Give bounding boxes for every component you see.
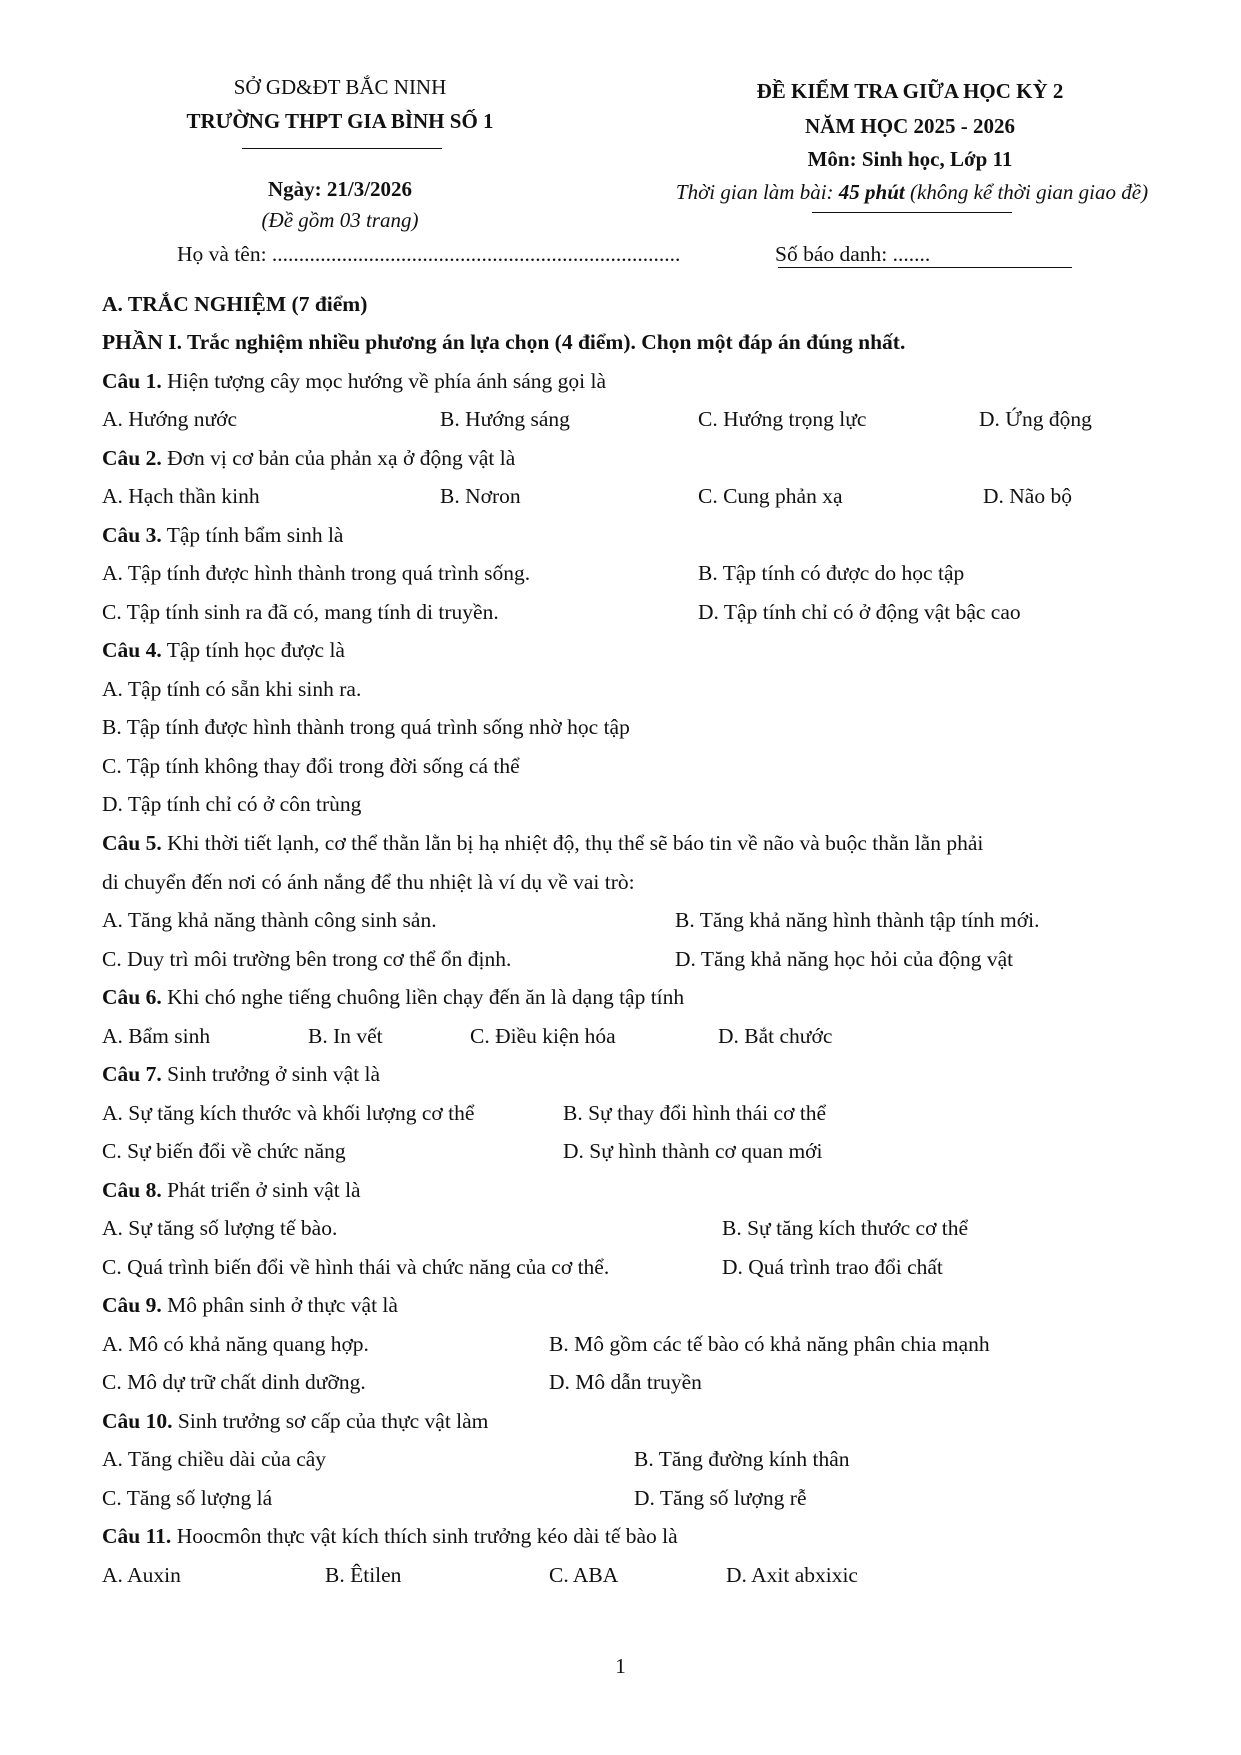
q5-option-b: B. Tăng khả năng hình thành tập tính mới. — [675, 908, 1040, 932]
question-10 — [102, 1407, 488, 1435]
question-text: Phát triển ở sinh vật là — [161, 1178, 361, 1202]
student-id-underline — [778, 267, 1072, 268]
time-prefix: Thời gian làm bài: — [675, 180, 839, 204]
question-label: Câu 4. — [102, 638, 162, 662]
q11-option-a: A. Auxin — [102, 1563, 181, 1587]
question-text: Sinh trưởng ở sinh vật là — [161, 1062, 381, 1086]
q5-option-c: C. Duy trì môi trường bên trong cơ thể ổn định. — [102, 947, 512, 971]
department-name: SỞ GD&ĐT BẮC NINH — [233, 75, 447, 99]
q2-option-c: C. Cung phản xạ — [698, 484, 843, 508]
q2-option-d: D. Não bộ — [983, 484, 1072, 508]
question-5 — [102, 829, 983, 857]
question-label: Câu 5. — [102, 831, 162, 855]
q6-option-b: B. In vết — [308, 1024, 383, 1048]
question-9 — [102, 1291, 398, 1319]
question-label: Câu 11. — [102, 1524, 172, 1548]
question-6 — [102, 983, 684, 1011]
question-label: Câu 3. — [102, 523, 162, 547]
school-year: NĂM HỌC 2025 - 2026 — [805, 114, 1015, 138]
q1-option-d: D. Ứng động — [979, 407, 1092, 431]
question-2 — [102, 444, 515, 472]
q11-option-b: B. Êtilen — [325, 1563, 402, 1587]
q11-option-d: D. Axit abxixic — [726, 1563, 858, 1587]
q7-option-a: A. Sự tăng kích thước và khối lượng cơ thể — [102, 1101, 475, 1125]
q2-option-b: B. Nơron — [440, 484, 521, 508]
question-text: Mô phân sinh ở thực vật là — [161, 1293, 398, 1317]
question-text: Khi thời tiết lạnh, cơ thể thằn lằn bị hạ nhiệt độ, thụ thể sẽ báo tin về não và buộc thằn lằn phải — [161, 831, 984, 855]
q10-option-c: C. Tăng số lượng lá — [102, 1486, 273, 1510]
q6-option-d: D. Bắt chước — [718, 1024, 833, 1048]
question-text: Đơn vị cơ bản của phản xạ ở động vật là — [161, 446, 516, 470]
question-1 — [102, 367, 606, 395]
question-label: Câu 7. — [102, 1062, 162, 1086]
question-8 — [102, 1176, 361, 1204]
q6-option-c: C. Điều kiện hóa — [470, 1024, 616, 1048]
q4-option-c: C. Tập tính không thay đổi trong đời sống cá thể — [102, 754, 520, 778]
question-3 — [102, 521, 343, 549]
q9-option-a: A. Mô có khả năng quang hợp. — [102, 1332, 369, 1356]
q7-option-d: D. Sự hình thành cơ quan mới — [563, 1139, 823, 1163]
q8-option-b: B. Sự tăng kích thước cơ thể — [722, 1216, 969, 1240]
question-label: Câu 10. — [102, 1409, 173, 1433]
question-text: Khi chó nghe tiếng chuông liền chạy đến ăn là dạng tập tính — [161, 985, 685, 1009]
header-divider-left — [242, 148, 442, 149]
question-4 — [102, 636, 345, 664]
q8-option-c: C. Quá trình biến đổi về hình thái và chức năng của cơ thể. — [102, 1255, 610, 1279]
q9-option-d: D. Mô dẫn truyền — [549, 1370, 702, 1394]
q5-option-d: D. Tăng khả năng học hỏi của động vật — [675, 947, 1014, 971]
page-count-note: (Đề gồm 03 trang) — [261, 208, 419, 232]
q2-option-a: A. Hạch thần kinh — [102, 484, 260, 508]
part-1-heading: PHẦN I. Trắc nghiệm nhiều phương án lựa chọn (4 điểm). Chọn một đáp án đúng nhất. — [102, 330, 906, 354]
student-name-field: Họ và tên: ............................................................................ — [177, 242, 681, 266]
question-label: Câu 8. — [102, 1178, 162, 1202]
section-a-heading: A. TRẮC NGHIỆM (7 điểm) — [102, 292, 368, 316]
student-id-field: Số báo danh: ....... — [775, 242, 931, 266]
question-text: Tập tính bẩm sinh là — [161, 523, 344, 547]
q3-option-a: A. Tập tính được hình thành trong quá trình sống. — [102, 561, 531, 585]
question-label: Câu 2. — [102, 446, 162, 470]
q3-option-b: B. Tập tính có được do học tập — [698, 561, 965, 585]
q8-option-d: D. Quá trình trao đổi chất — [722, 1255, 943, 1279]
question-11 — [102, 1522, 678, 1550]
q4-option-b: B. Tập tính được hình thành trong quá trình sống nhờ học tập — [102, 715, 630, 739]
q7-option-c: C. Sự biến đổi về chức năng — [102, 1139, 346, 1163]
q1-option-c: C. Hướng trọng lực — [698, 407, 867, 431]
subject-line: Môn: Sinh học, Lớp 11 — [807, 147, 1013, 171]
q1-option-b: B. Hướng sáng — [440, 407, 570, 431]
q1-option-a: A. Hướng nước — [102, 407, 238, 431]
time-value: 45 phút — [838, 180, 905, 204]
q6-option-a: A. Bẩm sinh — [102, 1024, 211, 1048]
q8-option-a: A. Sự tăng số lượng tế bào. — [102, 1216, 338, 1240]
q3-option-d: D. Tập tính chỉ có ở động vật bậc cao — [698, 600, 1021, 624]
school-name: TRƯỜNG THPT GIA BÌNH SỐ 1 — [186, 109, 494, 133]
exam-title: ĐỀ KIỂM TRA GIỮA HỌC KỲ 2 — [756, 79, 1064, 103]
q3-option-c: C. Tập tính sinh ra đã có, mang tính di truyền. — [102, 600, 499, 624]
q10-option-a: A. Tăng chiều dài của cây — [102, 1447, 327, 1471]
q7-option-b: B. Sự thay đổi hình thái cơ thể — [563, 1101, 827, 1125]
question-text: Sinh trưởng sơ cấp của thực vật làm — [172, 1409, 489, 1433]
q9-option-c: C. Mô dự trữ chất dinh dưỡng. — [102, 1370, 366, 1394]
q10-option-b: B. Tăng đường kính thân — [634, 1447, 850, 1471]
question-label: Câu 9. — [102, 1293, 162, 1317]
time-suffix: (không kể thời gian giao đề) — [904, 180, 1149, 204]
q11-option-c: C. ABA — [549, 1563, 619, 1587]
question-5-continued: di chuyển đến nơi có ánh nắng để thu nhiệt là ví dụ về vai trò: — [102, 870, 635, 894]
header-divider-right — [812, 212, 1012, 213]
q4-option-a: A. Tập tính có sẵn khi sinh ra. — [102, 677, 362, 701]
exam-date: Ngày: 21/3/2026 — [267, 177, 413, 201]
q5-option-a: A. Tăng khả năng thành công sinh sản. — [102, 908, 437, 932]
page-number: 1 — [615, 1654, 626, 1678]
q10-option-d: D. Tăng số lượng rễ — [634, 1486, 807, 1510]
q9-option-b: B. Mô gồm các tế bào có khả năng phân chia mạnh — [549, 1332, 990, 1356]
question-label: Câu 6. — [102, 985, 162, 1009]
question-text: Tập tính học được là — [161, 638, 345, 662]
question-text: Hiện tượng cây mọc hướng về phía ánh sáng gọi là — [161, 369, 607, 393]
question-text: Hoocmôn thực vật kích thích sinh trưởng kéo dài tế bào là — [171, 1524, 678, 1548]
question-label: Câu 1. — [102, 369, 162, 393]
question-7 — [102, 1060, 380, 1088]
time-line — [622, 179, 1202, 205]
q4-option-d: D. Tập tính chỉ có ở côn trùng — [102, 792, 362, 816]
